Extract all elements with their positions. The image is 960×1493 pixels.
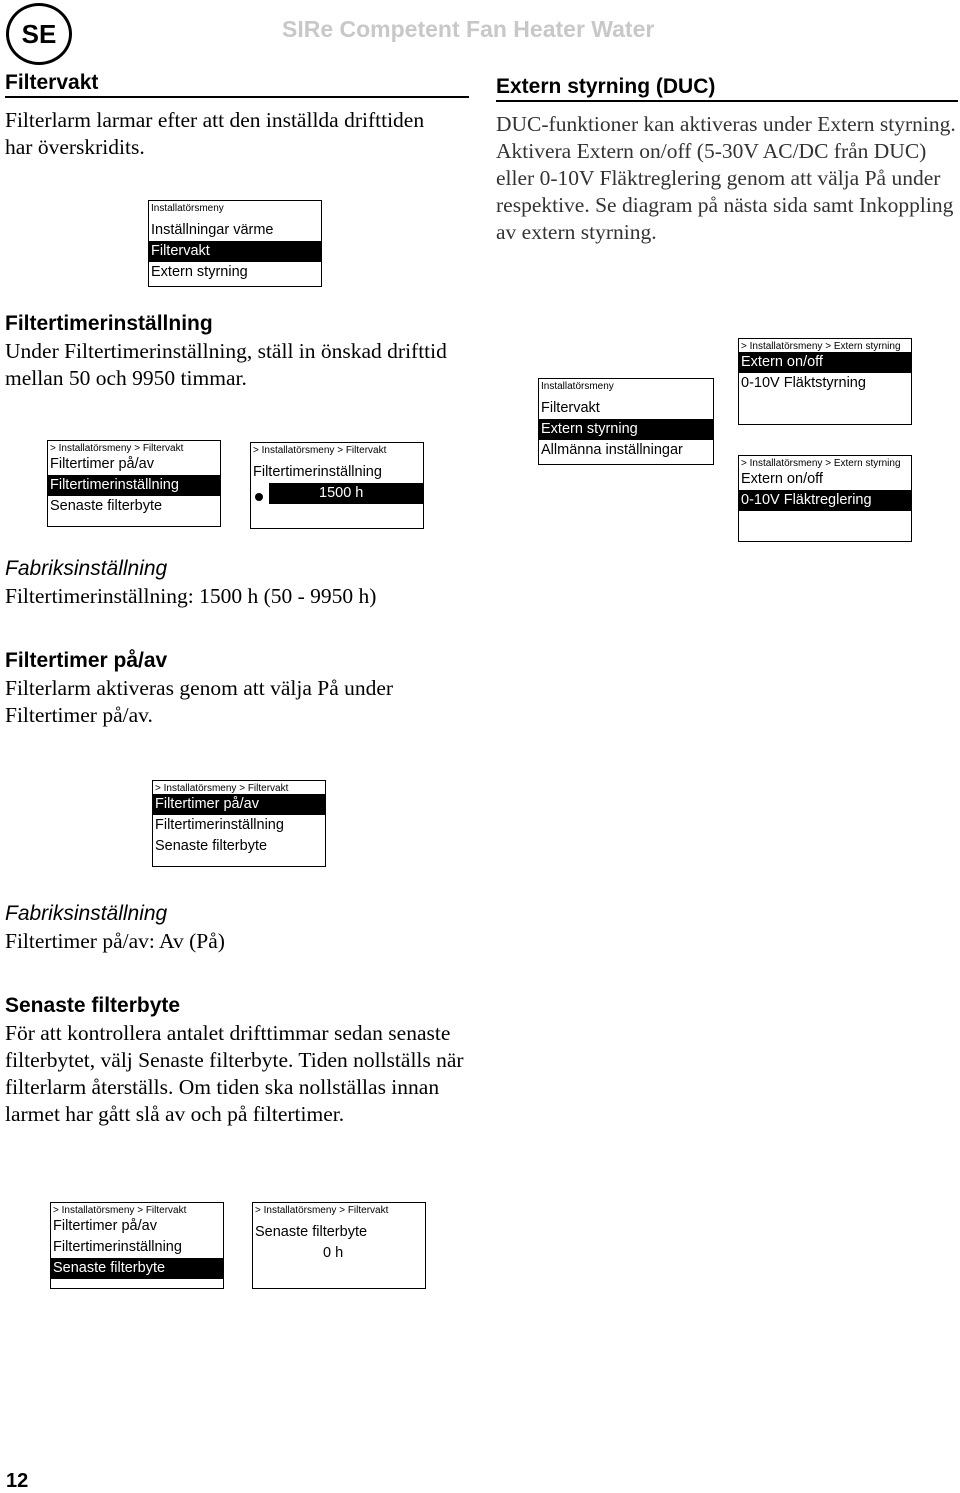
section-heading-external-control: Extern styrning (DUC) — [496, 74, 958, 102]
menu-last-change-value — [252, 1202, 426, 1289]
menu-filtervakt-timer-setting — [47, 440, 221, 527]
language-badge: SE — [6, 3, 72, 65]
menu-item-last-filter-change[interactable]: Senaste filterbyte — [51, 1258, 223, 1279]
menu-breadcrumb: > Installatörsmeny > Filtervakt — [155, 783, 289, 794]
bullet-icon — [255, 493, 263, 501]
menu-installer — [148, 200, 322, 287]
menu-filtervakt-last-change — [50, 1202, 224, 1289]
menu-item-external-control[interactable]: Extern styrning — [539, 419, 713, 440]
menu-item-filtertimer-setting[interactable]: Filtertimerinställning — [53, 1239, 182, 1255]
menu-item-filtervakt[interactable]: Filtervakt — [149, 241, 321, 262]
filtertimer-setting-text: Under Filtertimerinställning, ställ in önskad drifttid mellan 50 och 9950 timmar. — [5, 339, 447, 390]
menu-breadcrumb: > Installatörsmeny > Filtervakt — [253, 445, 387, 456]
menu-item-filtertimer-onoff[interactable]: Filtertimer på/av — [53, 1218, 157, 1234]
menu-item-filtertimer-setting[interactable]: Filtertimerinställning — [48, 475, 220, 496]
menu-item-filtervakt[interactable]: Filtervakt — [541, 400, 600, 416]
menu-item-filtertimer-onoff[interactable]: Filtertimer på/av — [50, 456, 154, 472]
factory-heading-2: Fabriksinställning — [5, 902, 168, 925]
menu-filtervakt-onoff — [152, 780, 326, 867]
menu-breadcrumb: > Installatörsmeny > Filtervakt — [255, 1205, 389, 1216]
menu-external-onoff — [738, 338, 912, 425]
last-change-text: För att kontrollera antalet drifttimmar sedan senaste filterbytet, välj Senaste filterbyte. Tiden nollställs när filterlarm återställs. Om tiden ska nollställas innan larmet har gått slå av och på filtertimer. — [5, 1021, 464, 1126]
document-title: SIRe Competent Fan Heater Water — [282, 16, 655, 42]
menu-value-label: Senaste filterbyte — [255, 1224, 368, 1240]
menu-breadcrumb: > Installatörsmeny > Extern styrning — [741, 341, 901, 352]
menu-item-external-onoff[interactable]: Extern on/off — [739, 352, 911, 373]
factory-text-1: Filtertimerinställning: 1500 h (50 - 9950 h) — [5, 584, 377, 608]
menu-installer-external — [538, 378, 714, 465]
section-heading-filtertimer-setting: Filtertimerinställning — [5, 312, 213, 335]
filtertimer-onoff-text: Filterlarm aktiveras genom att välja På under Filtertimer på/av. — [5, 676, 394, 727]
external-control-text: DUC-funktioner kan aktiveras under Extern styrning. Aktivera Extern on/off (5-30V AC/DC från DUC) eller 0-10V Fläktreglering genom att välja På under respektive. Se diagram på nästa sida samt Inkoppling av extern styrning. — [496, 112, 956, 244]
timer-value: 1500 h — [319, 485, 364, 501]
menu-breadcrumb: Installatörsmeny — [541, 381, 614, 392]
menu-item-filtertimer-onoff[interactable]: Filtertimer på/av — [153, 794, 325, 815]
menu-item-general-settings[interactable]: Allmänna inställningar — [541, 442, 683, 458]
factory-heading-1: Fabriksinställning — [5, 557, 168, 580]
menu-item-filtertimer-setting[interactable]: Filtertimerinställning — [155, 817, 284, 833]
menu-breadcrumb: Installatörsmeny — [151, 203, 224, 214]
menu-timer-value — [250, 442, 424, 529]
menu-item-heating-settings[interactable]: Inställningar värme — [151, 222, 274, 238]
filtervakt-text: Filterlarm larmar efter att den inställda drifttiden har överskridits. — [5, 108, 425, 159]
menu-breadcrumb: > Installatörsmeny > Filtervakt — [50, 443, 184, 454]
value-field[interactable] — [269, 483, 423, 504]
menu-breadcrumb: > Installatörsmeny > Filtervakt — [53, 1205, 187, 1216]
menu-item-last-filter-change[interactable]: Senaste filterbyte — [155, 838, 268, 854]
menu-external-fan — [738, 455, 912, 542]
section-heading-filtervakt: Filtervakt — [5, 70, 469, 98]
menu-breadcrumb: > Installatörsmeny > Extern styrning — [741, 458, 901, 469]
menu-item-external-onoff[interactable]: Extern on/off — [741, 471, 823, 487]
factory-text-2: Filtertimer på/av: Av (På) — [5, 929, 225, 953]
menu-item-fan-control[interactable]: 0-10V Fläktstyrning — [741, 375, 866, 391]
section-heading-last-change: Senaste filterbyte — [5, 994, 181, 1017]
menu-value-label: Filtertimerinställning — [253, 464, 382, 480]
menu-item-last-filter-change[interactable]: Senaste filterbyte — [50, 498, 163, 514]
page-number: 12 — [6, 1470, 29, 1492]
menu-item-external-control[interactable]: Extern styrning — [151, 264, 248, 280]
menu-item-fan-regulation[interactable]: 0-10V Fläktreglering — [739, 490, 911, 511]
last-change-value[interactable]: 0 h — [323, 1245, 344, 1261]
section-heading-filtertimer-onoff: Filtertimer på/av — [5, 649, 168, 672]
